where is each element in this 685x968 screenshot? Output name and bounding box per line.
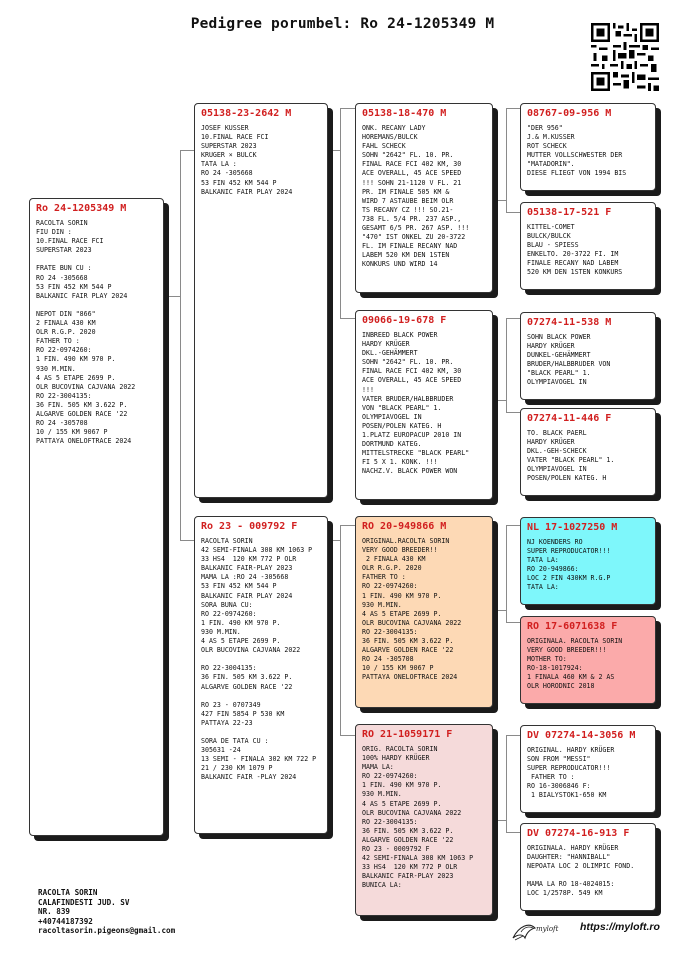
connector-line bbox=[493, 200, 506, 201]
card-ring: DV 07274-14-3056 M bbox=[527, 730, 636, 741]
connector-line bbox=[506, 212, 520, 213]
card-text: SOHN BLACK POWER HARDY KRÜGER DUNKEL-GEHÄMMERT BRUDER/HALBBRUDER VON "BLACK PEARL" 1. OLYMPIAVOGEL IN bbox=[527, 333, 611, 387]
pedigree-card-fff[interactable] bbox=[520, 103, 656, 191]
connector-line bbox=[506, 318, 520, 319]
pedigree-card-fm[interactable] bbox=[355, 310, 493, 500]
pedigree-card-mmm[interactable] bbox=[520, 823, 656, 911]
card-text: ONK. RECANY LADY HOREMANS/BULCK FAHL SCHECK SOHN "2642" FL. 10. PR. FINAL RACE FCI 402 KM, 30 ACE OVERALL, 45 ACE SPEED !!! SOHN 21-1120 V FL. 21 PR. IM FINALE 505 KM & WIRD 7 ASTAUBE BEIM OLR TS RECANY CZ !!! SO.21- 738 FL. 5/4 PR. 237 ASP., GESAMT 6/5 PR. 267 ASP. !!! "470" IST ONKEL ZU 20-3722 FL. IM FINALE RECANY NAD LABEM 520 KM DEN 1STEN KONKURS UND WIRD 14 bbox=[362, 124, 470, 269]
owner-contact bbox=[38, 888, 175, 936]
connector-line bbox=[340, 108, 355, 109]
card-text: ORIGINAL.RACOLTA SORIN VERY GOOD BREEDER!! 2 FINALA 430 KM OLR R.G.P. 2020 FATHER TO : RO 22-0974260: 1 FIN. 490 KM 970 P. 930 M.MIN. 4 AS 5 ETAPE 2699 P. OLR BUCOVINA CAJVANA 2022 RO 22-3004135: 36 FIN. 505 KM 3.622 P. ALGARVE GOLDEN RACE '22 RO 24 -305708 10 / 155 KM 9067 P PATTAYA ONELOFTRACE 2024 bbox=[362, 537, 462, 682]
connector-line bbox=[506, 735, 507, 832]
connector-line bbox=[328, 150, 340, 151]
connector-line bbox=[180, 150, 181, 540]
connector-line bbox=[340, 318, 355, 319]
connector-line bbox=[493, 400, 506, 401]
pedigree-card-main[interactable] bbox=[29, 198, 164, 836]
card-ring: 09066-19-678 F bbox=[362, 315, 447, 326]
connector-line bbox=[506, 622, 520, 623]
connector-line bbox=[328, 540, 340, 541]
connector-line bbox=[340, 735, 355, 736]
pedigree-card-fmm[interactable] bbox=[520, 408, 656, 496]
card-ring: NL 17-1027250 M bbox=[527, 522, 618, 533]
connector-line bbox=[493, 820, 506, 821]
connector-line bbox=[340, 525, 341, 735]
card-ring: 07274-11-538 M bbox=[527, 317, 612, 328]
connector-line bbox=[493, 610, 506, 611]
card-text: INBREED BLACK POWER HARDY KRÜGER DKL.-GEHÄMMERT SOHN "2642" FL. 10. PR. FINAL RACE FCI 402 KM, 30 ACE OVERALL, 45 ACE SPEED !!! VATER BRUDER/HALBBRUDER VON "BLACK PEARL" 1. OLYMPIAVOGEL IN POSEN/POLEN KATEG. H 1.PLATZ EUROPACUP 2010 IN DORTMUND KATEG. MITTELSTRECKE "BLACK PEARL" FI 5 X 1. KONK. !!! NACHZ.V. BLACK POWER WON bbox=[362, 331, 470, 476]
card-text: RACOLTA SORIN FIU DIN : 10.FINAL RACE FCI SUPERSTAR 2023 FRATE BUN CU : RO 24 -305668 53 FIN 452 KM 544 P BALKANIC FAIR PLAY 2024 NEPOT DIN "866" 2 FINALA 430 KM OLR R.G.P. 2020 FATHER TO : RO 22-0974260: 1 FIN. 490 KM 970 P. 930 M.MIN. 4 AS 5 ETAPE 2699 P. OLR BUCOVINA CAJVANA 2022 RO 22-3004135: 36 FIN. 505 KM 3.622 P. ALGARVE GOLDEN RACE '22 RO 24 -305708 10 / 155 KM 9067 P PATTAYA ONELOFTRACE 2024 bbox=[36, 219, 136, 446]
card-text: RACOLTA SORIN 42 SEMI-FINALA 308 KM 1063 P 33 HS4 120 KM 772 P OLR BALKANIC FAIR-PLAY 2023 MAMA LA :RO 24 -305668 53 FIN 452 KM 544 P BALKANIC FAIR PLAY 2024 SORA BUNA CU: RO 22-0974260: 1 FIN. 490 KM 970 P. 930 M.MIN. 4 AS 5 ETAPE 2699 P. OLR BUCOVINA CAJVANA 2022 RO 22-3004135: 36 FIN. 505 KM 3.622 P. ALGARVE GOLDEN RACE '22 RO 23 - 0707349 427 FIN 5854 P 530 KM PATTAYA 22-23 SORA DE TATA CU : 305631 -24 13 SEMI - FINALA 302 KM 722 P 21 / 230 KM 1079 P BALKANIC FAIR -PLAY 2024 bbox=[201, 537, 317, 782]
page-title: Pedigree porumbel: Ro 24-1205349 M bbox=[190, 16, 495, 32]
card-ring: Ro 23 - 009792 F bbox=[201, 521, 298, 532]
connector-line bbox=[340, 525, 355, 526]
connector-line bbox=[180, 150, 194, 151]
pedigree-card-mfm[interactable] bbox=[520, 616, 656, 704]
connector-line bbox=[180, 540, 194, 541]
owner-phone: +40744187392 bbox=[38, 916, 93, 926]
card-text: ORIGINAL. HARDY KRÜGER SON FROM "MESSI" SUPER REPRODUCATOR!!! FATHER TO : RO 16-3006846 F: 1 BIALYSTOK1-650 KM bbox=[527, 746, 615, 800]
card-text: KITTEL-COMET BULCK/BULCK BLAU - SPIESS ENKELTO. 20-3722 FI. IM FINALE RECANY NAD LABEM 520 KM DEN 1STEN KONKURS bbox=[527, 223, 623, 277]
connector-line bbox=[506, 525, 520, 526]
pedigree-card-mm[interactable] bbox=[355, 724, 493, 916]
card-ring: RO 21-1059171 F bbox=[362, 729, 453, 740]
card-ring: RO 20-949866 M bbox=[362, 521, 447, 532]
connector-line bbox=[506, 735, 520, 736]
pedigree-card-ff[interactable] bbox=[355, 103, 493, 293]
card-text: ORIGINALA. HARDY KRÜGER DAUGHTER: "HANNIBALL" NEPOATA LOC 2 OLIMPIC FOND. MAMA LA RO 18-4024015: LOC 1/2578P. 549 KM bbox=[527, 844, 635, 898]
card-ring: 05138-18-470 M bbox=[362, 108, 447, 119]
pedigree-card-mmf[interactable] bbox=[520, 725, 656, 813]
owner-email[interactable]: racoltasorin.pigeons@gmail.com bbox=[38, 926, 176, 936]
pedigree-card-mother[interactable] bbox=[194, 516, 328, 834]
owner-name: RACOLTA SORIN bbox=[38, 888, 98, 897]
connector-line bbox=[506, 525, 507, 622]
card-text: ORIGINALA. RACOLTA SORIN VERY GOOD BREEDER!!! MOTHER TO: RO-18-1017924: 1 FINALA 460 KM & 2 AS OLR HORODNIC 2018 bbox=[527, 637, 623, 691]
card-ring: 05138-17-521 F bbox=[527, 207, 612, 218]
connector-line bbox=[340, 108, 341, 318]
brand-logo-text: myloft bbox=[536, 925, 559, 933]
card-text: TO. BLACK PAERL HARDY KRÜGER DKL.-GEH-SCHECK VATER "BLACK PEARL" 1. OLYMPIAVOGEL IN POSEN/POLEN KATEG. H bbox=[527, 429, 615, 483]
card-text: "DER 956" J.& M.KUSSER ROT SCHECK MUTTER VOLLSCHWESTER DER "MATADORIN". DIESE FLIEGT VON 1994 BIS bbox=[527, 124, 627, 178]
pedigree-card-ffm[interactable] bbox=[520, 202, 656, 290]
card-ring: DV 07274-16-913 F bbox=[527, 828, 630, 839]
card-ring: 08767-09-956 M bbox=[527, 108, 612, 119]
card-ring: 07274-11-446 F bbox=[527, 413, 612, 424]
card-ring: Ro 24-1205349 M bbox=[36, 203, 127, 214]
connector-line bbox=[164, 296, 180, 297]
card-text: ORIG. RACOLTA SORIN 100% HARDY KRÜGER MAMA LA: RO 22-0974260: 1 FIN. 490 KM 970 P. 930 M.MIN. 4 AS 5 ETAPE 2699 P. OLR BUCOVINA CAJVANA 2022 RO 22-3004135: 36 FIN. 505 KM 3.622 P. ALGARVE GOLDEN RACE '22 RO 23 - 0009792 F 42 SEMI-FINALA 308 KM 1063 P 33 HS4 120 KM 772 P OLR BALKANIC FAIR-PLAY 2023 BUNICA LA: bbox=[362, 745, 474, 890]
connector-line bbox=[506, 108, 520, 109]
connector-line bbox=[506, 832, 520, 833]
card-ring: RO 17-6071638 F bbox=[527, 621, 618, 632]
owner-number: NR. 839 bbox=[38, 907, 71, 917]
qr-code-icon[interactable] bbox=[591, 23, 659, 91]
brand-site-link[interactable]: https://myloft.ro bbox=[580, 921, 660, 933]
pedigree-card-fmf[interactable] bbox=[520, 312, 656, 400]
pedigree-card-mf[interactable] bbox=[355, 516, 493, 708]
connector-line bbox=[506, 108, 507, 212]
connector-line bbox=[506, 412, 520, 413]
card-ring: 05138-23-2642 M bbox=[201, 108, 292, 119]
card-text: NJ KOENDERS RO SUPER REPRODUCATOR!!! TATA LA: RO 20-949866: LOC 2 FIN 430KM R.G.P TATA LA: bbox=[527, 538, 611, 592]
connector-line bbox=[506, 318, 507, 412]
owner-address: CALAFINDESTI JUD. SV bbox=[38, 897, 130, 907]
pedigree-card-father[interactable] bbox=[194, 103, 328, 498]
card-text: JOSEF KUSSER 10.FINAL RACE FCI SUPERSTAR 2023 KRUGER × BULCK TATA LA : RO 24 -305668 53 FIN 452 KM 544 P BALKANIC FAIR PLAY 2024 bbox=[201, 124, 293, 196]
pedigree-card-mff[interactable] bbox=[520, 517, 656, 605]
